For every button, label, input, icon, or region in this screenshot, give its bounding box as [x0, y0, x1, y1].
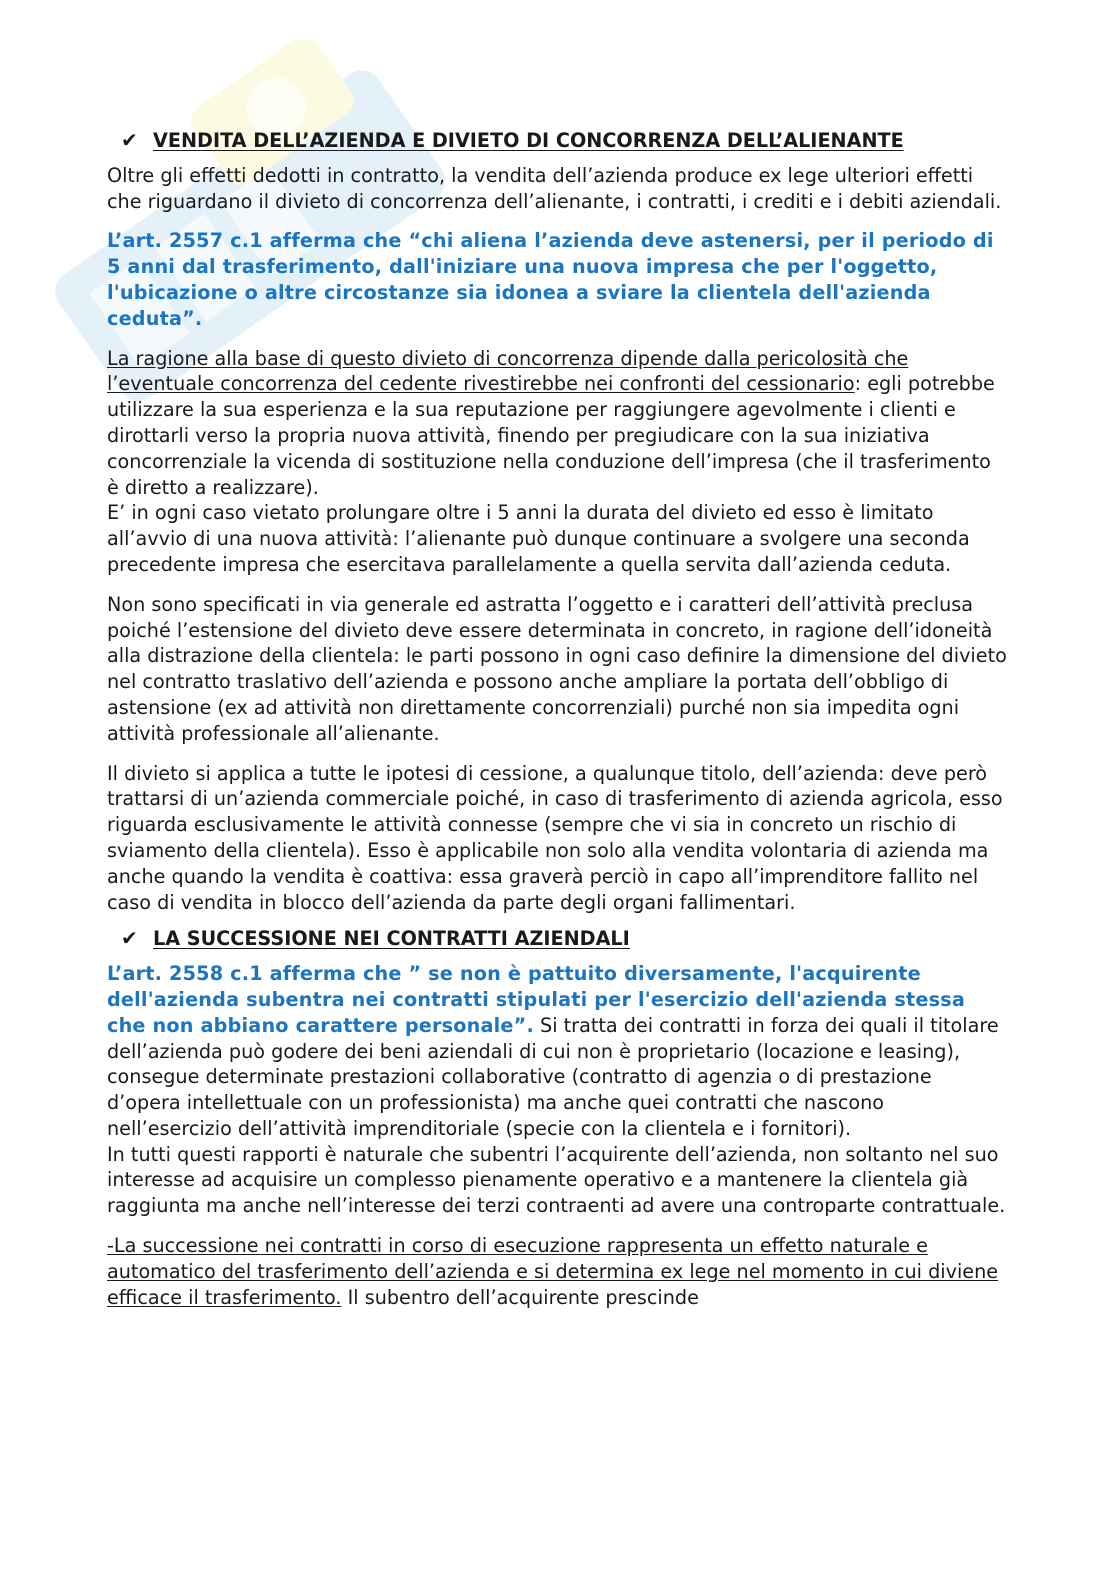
paragraph-text: Il divieto si applica a tutte le ipotesi di cessione, a qualunque titolo, dell’azienda: deve però trattarsi di un’azienda commerciale poiché, in caso di trasferimento di azienda agricola, esso riguarda esclusivamente le attività connesse (sempre che vi sia in concreto un rischio di sviamento della clientela). [107, 761, 1003, 862]
check-mark-icon: ✔ [121, 926, 138, 951]
paragraph [107, 1233, 1007, 1310]
paragraph-text: : egli potrebbe utilizzare la sua esperienza e la sua reputazione per raggiungere agevolmente i clienti e dirottarli verso la propria nuova attività, finendo per pregiudicare con la sua iniziativa concorrenziale la vicenda di sostituzione nella conduzione dell’impresa (che il trasferimento è diretto a realizzare). [107, 372, 995, 499]
law-quote: L’art. 2557 c.1 afferma che “chi aliena l’azienda deve astenersi, per il periodo di 5 anni dal trasferimento, dall'iniziare una nuova impresa che per l'oggetto, l'ubicazione o altre circostanze sia idonea a sviare la clientela dell'azienda ceduta”. [107, 229, 994, 330]
paragraph-text: Il subentro dell’acquirente prescinde [347, 1285, 699, 1309]
underlined-text: -La successione nei contratti in corso di esecuzione rappresenta un effetto naturale e automatico del trasferimento dell’azienda e si determina ex lege nel momento in cui diviene efficace il trasferimento. [107, 1234, 999, 1309]
paragraph: In tutti questi rapporti è naturale che subentri l’acquirente dell’azienda, non soltanto nel suo interesse ad acquisire un complesso pienamente operativo e a mantenere la clientela già raggiunta ma anche nell’interesse dei terzi contraenti ad avere una controparte contrattuale. [107, 1142, 1006, 1218]
paragraph: Non sono specificati in via generale ed astratta l’oggetto e i caratteri dell’attività preclusa poiché l’estensione del divieto deve essere determinata in concreto, in ragione dell’idoneità alla distrazione della clientela: le parti possono in ogni caso definire la dimensione del divieto nel contratto traslativo dell’azienda e possono anche ampliare la portata dell’obbligo di astensione (ex ad attività non direttamente concorrenziali) purché non sia impedita ogni attività professionale all’alienante. [107, 592, 1007, 745]
heading-text: VENDITA DELL’AZIENDA E DIVIETO DI CONCORRENZA DELL’ALIENANTE [153, 129, 904, 152]
paragraph: Oltre gli effetti dedotti in contratto, la vendita dell’azienda produce ex lege ulteriori effetti che riguardano il divieto di concorrenza dell’alienante, i contratti, i crediti e i debiti aziendali. [107, 163, 1002, 213]
check-mark-icon: ✔ [121, 128, 138, 152]
paragraph: E’ in ogni caso vietato prolungare oltre i 5 anni la durata del divieto ed esso è limitato all’avvio di una nuova attività: l’alienante può dunque continuare a svolgere una seconda precedente impresa che esercitava parallelamente a quella servita dall’azienda ceduta. [107, 501, 970, 576]
law-quote: L’art. 2558 c.1 afferma che ” se non è pattuito diversamente, l'acquirente dell'azienda subentra nei contratti stipulati per l'esercizio dell'azienda stessa che non abbiano carattere personale”. [107, 962, 966, 1037]
section-heading [121, 128, 1007, 154]
heading-text: LA SUCCESSIONE NEI CONTRATTI AZIENDALI [153, 927, 630, 951]
paragraph [107, 761, 1007, 916]
document-page [107, 128, 1007, 1324]
underlined-text: La ragione alla base di questo divieto di concorrenza dipende dalla pericolosità che l’eventuale concorrenza del cedente rivestirebbe nei confronti del cessionario [107, 346, 909, 396]
section-heading [121, 926, 1007, 952]
paragraph [107, 346, 1007, 501]
paragraph [107, 961, 1007, 1142]
paragraph-text: Esso è applicabile non solo alla vendita volontaria di azienda ma anche quando la vendita è coattiva: essa graverà perciò in capo all’imprenditore fallito nel caso di vendita in blocco dell’azienda da parte degli organi fallimentari. [107, 838, 989, 914]
paragraph-text: Si tratta dei contratti in forza dei quali il titolare dell’azienda può godere dei beni aziendali di cui non è proprietario (locazione e leasing), consegue determinate prestazioni collaborative (contratto di agenzia o di prestazione d’opera intellettuale con un professionista) ma anche quei contratti che nascono nell’esercizio dell’attività imprenditoriale (specie con la clientela e i fornitori). [107, 1013, 999, 1140]
